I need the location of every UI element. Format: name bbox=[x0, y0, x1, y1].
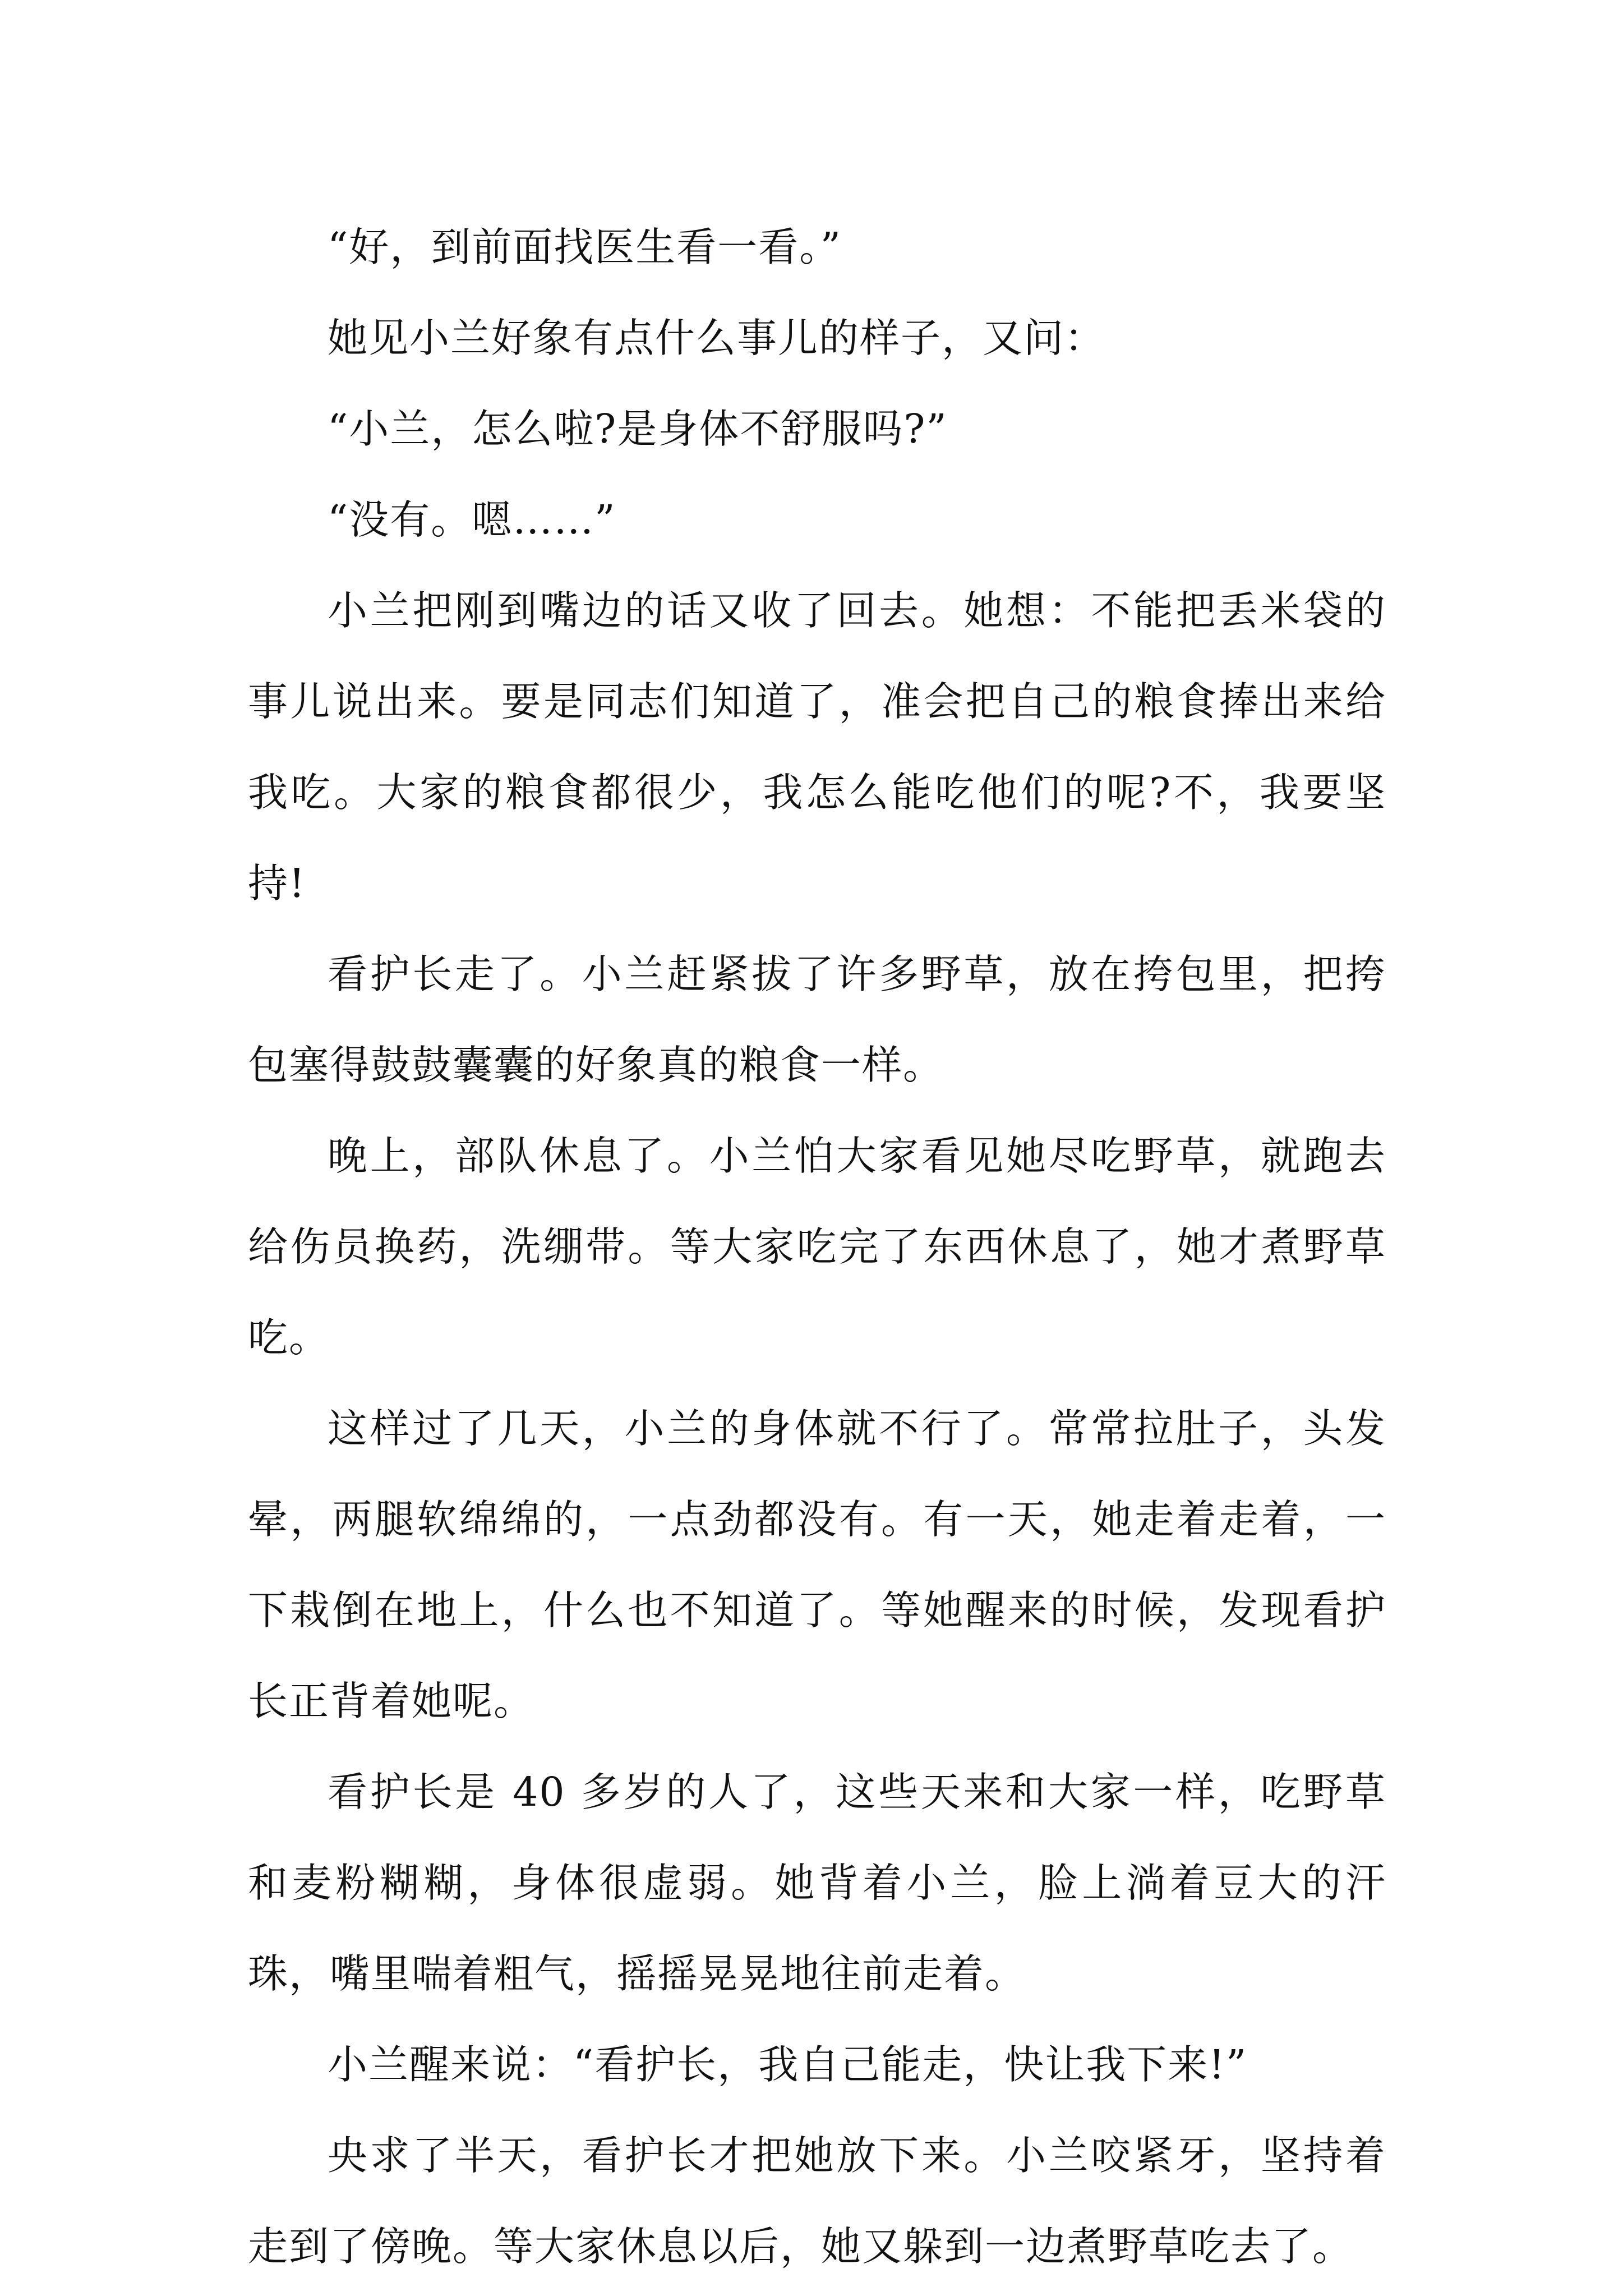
paragraph-4: “没有。嗯……” bbox=[328, 496, 616, 543]
paragraph-7: 晚上，部队休息了。小兰怕大家看见她尽吃野草，就跑去给伤员换药，洗绷带。等大家吃完了东西休息了，她才煮野草吃。 bbox=[248, 1133, 1386, 1361]
paragraph-8: 这样过了几天，小兰的身体就不行了。常常拉肚子，头发晕，两腿软绵绵的，一点劲都没有。有一天，她走着走着，一下栽倒在地上，什么也不知道了。等她醒来的时候，发现看护长正背着她呢。 bbox=[248, 1405, 1386, 1724]
paragraph-9: 看护长是 40 多岁的人了，这些天来和大家一样，吃野草和麦粉糊糊，身体很虚弱。她背着小兰，脸上淌着豆大的汗珠，嘴里喘着粗气，摇摇晃晃地往前走着。 bbox=[248, 1769, 1386, 1997]
paragraph-3: “小兰，怎么啦?是身体不舒服吗?” bbox=[328, 406, 948, 452]
paragraph-1: “好，到前面找医生看一看。” bbox=[328, 224, 842, 270]
paragraph-2: 她见小兰好象有点什么事儿的样子，又问： bbox=[328, 315, 1106, 361]
paragraph-11: 央求了半天，看护长才把她放下来。小兰咬紧牙，坚持着走到了傍晚。等大家休息以后，她又躲到一边煮野草吃去了。 bbox=[248, 2132, 1386, 2270]
body-text bbox=[248, 202, 1386, 2292]
paragraph-6: 看护长走了。小兰赶紧拔了许多野草，放在挎包里，把挎包塞得鼓鼓囊囊的好象真的粮食一样。 bbox=[248, 951, 1386, 1088]
paragraph-5: 小兰把刚到嘴边的话又收了回去。她想：不能把丢米袋的事儿说出来。要是同志们知道了，准会把自己的粮食捧出来给我吃。大家的粮食都很少，我怎么能吃他们的呢?不，我要坚持! bbox=[248, 587, 1386, 907]
paragraph-10: 小兰醒来说：“看护长，我自己能走，快让我下来!” bbox=[328, 2041, 1248, 2088]
